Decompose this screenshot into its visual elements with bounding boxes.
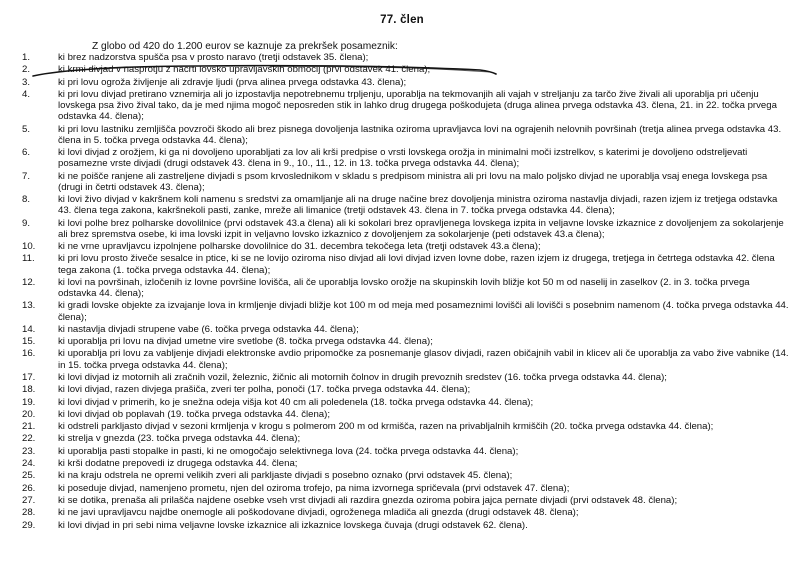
list-item: [22, 336, 792, 347]
list-item: [22, 384, 792, 395]
article-intro: Z globo od 420 do 1.200 eurov se kaznuje za prekršek posameznik:: [92, 41, 398, 52]
list-item: [22, 194, 792, 216]
item-text: ki krmi divjad v nasprotju z načrti lovsko upravljavskih območij (prvi odstavek 41. člena);: [58, 64, 431, 76]
list-item: [22, 372, 792, 383]
item-text: ki poseduje divjad, namenjeno prometu, njen del oziroma trofejo, pa nima izvornega spričevala (prvi odstavek 47. člena);: [58, 482, 570, 494]
item-number: 2.: [22, 64, 31, 76]
item-number: 7.: [22, 170, 31, 182]
item-text: ki lovi divjad z orožjem, ki ga ni dovoljeno uporabljati za lov ali krši predpise o vrsti lovskega orožja in minimalni moči izstrelkov, s katerimi je dovoljeno odstreljevati posamezne vrste divjadi (drugi odstavek 43. člena in 9., 10., 11., 12. in 13. točka prvega odstavka 44. člena);: [58, 147, 748, 170]
item-number: 19.: [22, 396, 36, 408]
list-item: [22, 421, 792, 432]
item-number: 14.: [22, 323, 36, 335]
item-number: 4.: [22, 88, 31, 100]
item-number: 5.: [22, 123, 31, 135]
list-item: [22, 433, 792, 444]
article-title: 77. člen: [380, 14, 424, 26]
item-number: 1.: [22, 52, 31, 63]
item-text: ki lovi divjad in pri sebi nima veljavne lovske izkaznice ali izkaznice lovskega čuvaja (drugi odstavek 62. člena).: [58, 519, 528, 531]
item-number: 13.: [22, 300, 36, 312]
item-text: ki lovi živo divjad v kakršnem koli namenu s sredstvi za omamljanje ali na druge načine brez dovoljenja ministra oziroma nastavlja divjadi, razen izjem iz tretjega odstavka 43. člena tega zakona, kakršnekoli pasti, zanke, mreže ali limanice (tretji odstavek 43. člena in 7. točka prvega odstavka 44. člena);: [58, 194, 778, 217]
item-text: ki lovi divjad iz motornih ali zračnih vozil, železnic, žičnic ali motornih čolnov in drugih prevoznih sredstev (16. točka prvega odstavka 44. člena);: [58, 371, 667, 383]
offence-list: [22, 52, 792, 532]
item-number: 3.: [22, 76, 31, 88]
list-item: [22, 446, 792, 457]
item-number: 23.: [22, 445, 36, 457]
list-item: [22, 64, 792, 75]
list-item: [22, 520, 792, 531]
item-text: ki pri lovu lastniku zemljišča povzroči škodo ali brez pisnega dovoljenja lastnika oziroma upravljavca lovi na ograjenih nelovnih površinah (tretja alinea prvega odstavka 43. člena in 5. točka prvega odstavka 44. člena);: [58, 123, 782, 146]
item-text: ki nastavlja divjadi strupene vabe (6. točka prvega odstavka 44. člena);: [58, 323, 359, 335]
list-item: [22, 89, 792, 123]
item-text: ki se dotika, prenaša ali prilašča najdene osebke vseh vrst divjadi ali razdira gnezda oziroma pobira jajca pernate divjadi (prvi odstavek 48. člena);: [58, 494, 678, 506]
item-text: ki brez nadzorstva spušča psa v prosto naravo (tretji odstavek 35. člena);: [58, 52, 369, 63]
list-item: [22, 124, 792, 146]
item-text: ki pri lovu divjad pretirano vznemirja ali jo izpostavlja nepotrebnemu trpljenju, uporablja na tekmovanjih ali vajah v streljanju za tarčo žive živali ali uporablja pri učenju lovskega psa živo žival tako, da je med njima mogoč neposreden stik in lahko drug drugega poškodujeta (druga alinea prvega odstavka 43. člena, 21. in 22. točka prvega odstavka 44. člena);: [58, 88, 777, 123]
item-text: ki gradi lovske objekte za izvajanje lova in krmljenje divjadi bližje kot 100 m od meja med posameznimi lovišči ali lovišči s posebnim namenom (4. točka prvega odstavka 44. člena);: [58, 300, 789, 323]
list-item: [22, 218, 792, 240]
item-text: ki lovi divjad ob poplavah (19. točka prvega odstavka 44. člena);: [58, 408, 330, 420]
item-number: 21.: [22, 421, 36, 433]
item-text: ki lovi na površinah, izločenih iz lovne površine lovišča, ali če uporablja lovsko orožje na skupinskih lovih bližje kot 50 m od naselij in zaselkov (2. in 3. točka prvega odstavka 44. člena);: [58, 276, 750, 300]
item-text: ki uporablja pri lovu na divjad umetne vire svetlobe (8. točka prvega odstavka 44. člena);: [58, 336, 433, 348]
item-text: ki krši dodatne prepovedi iz drugega odstavka 44. člena;: [58, 458, 298, 470]
list-item: [22, 241, 792, 252]
list-item: [22, 277, 792, 299]
list-item: [22, 52, 792, 63]
item-number: 24.: [22, 458, 36, 470]
item-number: 8.: [22, 194, 31, 206]
item-number: 15.: [22, 336, 36, 348]
list-item: [22, 147, 792, 169]
list-item: [22, 458, 792, 469]
list-item: [22, 77, 792, 88]
list-item: [22, 300, 792, 322]
list-item: [22, 507, 792, 518]
item-number: 16.: [22, 348, 36, 360]
item-number: 18.: [22, 384, 36, 396]
item-text: ki uporablja pri lovu za vabljenje divjadi elektronske avdio pripomočke za posnemanje glasov divjadi, razen običajnih vabil in klicev ali če uporablja za vabo žive vabnike (14. in 15. točka prvega odstavka 44. člena);: [58, 348, 789, 371]
item-number: 26.: [22, 482, 36, 494]
item-text: ki pri lovu prosto živeče sesalce in ptice, ki se ne lovijo oziroma niso divjad ali lovi divjad izven lovne dobe, razen izjem iz drugega, tretjega in četrtega odstavka 42. člena tega zakona (1. točka prvega odstavka 44. člena);: [58, 253, 775, 276]
item-text: ki ne javi upravljavcu najdbe onemogle ali poškodovane divjadi, ogroženega mladiča ali gnezda (drugi odstavek 48. člena);: [58, 507, 579, 519]
list-item: [22, 495, 792, 506]
item-text: ki ne poišče ranjene ali zastreljene divjadi s psom krvoslednikom v skladu s predpisom ministra ali pri lovu na malo poljsko divjad ne uporablja vsaj enega lovskega psa (drugi in četrti odstavek 43. člena);: [58, 170, 768, 193]
list-item: [22, 348, 792, 370]
list-item: [22, 483, 792, 494]
list-item: [22, 470, 792, 481]
list-item: [22, 324, 792, 335]
list-item: [22, 253, 792, 275]
item-text: ki lovi divjad, razen divjega prašiča, zveri ter polha, ponoči (17. točka prvega odstavka 44. člena);: [58, 384, 471, 396]
item-number: 27.: [22, 494, 36, 506]
item-text: ki strelja v gnezda (23. točka prvega odstavka 44. člena);: [58, 433, 301, 445]
item-number: 22.: [22, 433, 36, 445]
item-number: 12.: [22, 276, 36, 288]
item-number: 20.: [22, 408, 36, 420]
list-item: [22, 409, 792, 420]
item-number: 28.: [22, 507, 36, 519]
item-number: 6.: [22, 147, 31, 159]
item-number: 10.: [22, 241, 36, 253]
item-text: ki lovi divjad v primerih, ko je snežna odeja višja kot 40 cm ali poledenela (18. točka prvega odstavka 44. člena);: [58, 396, 534, 408]
item-number: 29.: [22, 519, 36, 531]
item-number: 9.: [22, 217, 31, 229]
item-text: ki ne vrne upravljavcu izpolnjene polharske dovolilnice do 31. decembra tekočega leta (tretji odstavek 43.a člena);: [58, 241, 541, 253]
item-text: ki uporablja pasti stopalke in pasti, ki ne omogočajo selektivnega lova (24. točka prvega odstavka 44. člena);: [58, 445, 519, 457]
item-text: ki pri lovu ogroža življenje ali zdravje ljudi (prva alinea prvega odstavka 43. člena);: [58, 76, 407, 88]
item-text: ki lovi polhe brez polharske dovolilnice (prvi odstavek 43.a člena) ali ki sokolari brez opravljenega lovskega izpita in veljavne lovske izkaznice z dovoljenjem za sokolarjenje ali brez spremstva osebe, ki ima lovski izpit in veljavno lovsko izkaznico z dovoljenjem za sokolarjenje (peti odstavek 43.a člena);: [58, 217, 784, 240]
item-number: 17.: [22, 371, 36, 383]
list-item: [22, 397, 792, 408]
item-number: 25.: [22, 470, 36, 482]
item-text: ki odstreli parkljasto divjad v sezoni krmljenja v krogu s polmerom 200 m od krmišča, razen na privabljalnih krmiščih (20. točka prvega odstavka 44. člena);: [58, 421, 714, 433]
list-item: [22, 171, 792, 193]
item-text: ki na kraju odstrela ne opremi velikih zveri ali parkljaste divjadi s posebno oznako (prvi odstavek 45. člena);: [58, 470, 513, 482]
item-number: 11.: [22, 253, 35, 265]
